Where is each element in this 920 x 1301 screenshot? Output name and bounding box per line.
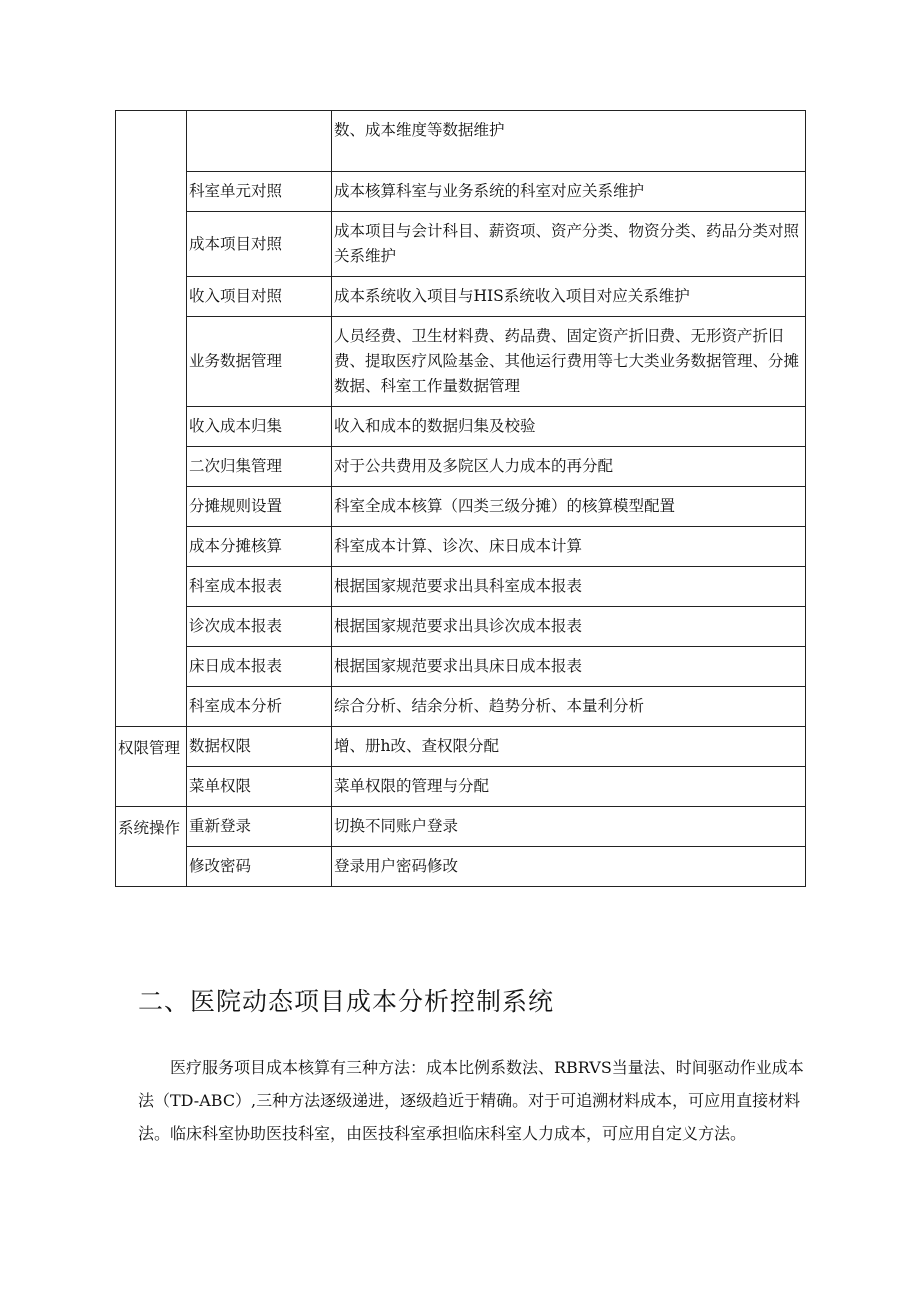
- table-row: [116, 527, 806, 567]
- desc-cell: 根据国家规范要求出具科室成本报表: [332, 567, 806, 607]
- table-row: [116, 607, 806, 647]
- table-row: [116, 727, 806, 767]
- desc-cell: 切换不同账户登录: [332, 807, 806, 847]
- section-paragraph: 医疗服务项目成本核算有三种方法：成本比例系数法、RBRVS当量法、时间驱动作业成本法（TD-ABC）,三种方法逐级递进，逐级趋近于精确。对于可追溯材料成本，可应用直接材料法。临床科室协助医技科室，由医技科室承担临床科室人力成本，可应用自定义方法。: [138, 1058, 804, 1143]
- desc-cell: 对于公共费用及多院区人力成本的再分配: [332, 447, 806, 487]
- group-cell-system: 系统操作: [116, 807, 187, 887]
- table-row: [116, 212, 806, 277]
- table-row: [116, 687, 806, 727]
- function-table: [115, 110, 806, 887]
- item-cell: 修改密码: [187, 847, 332, 887]
- item-cell: 床日成本报表: [187, 647, 332, 687]
- item-cell: 分摊规则设置: [187, 487, 332, 527]
- table-row: [116, 172, 806, 212]
- section-heading: 二、医院动态项目成本分析控制系统: [138, 987, 555, 1016]
- desc-cell: 成本系统收入项目与HIS系统收入项目对应关系维护: [332, 277, 806, 317]
- item-cell: 重新登录: [187, 807, 332, 847]
- desc-cell: 增、册h改、查权限分配: [332, 727, 806, 767]
- desc-cell: 数、成本维度等数据维护: [332, 111, 806, 172]
- desc-cell: 人员经费、卫生材料费、药品费、固定资产折旧费、无形资产折旧费、提取医疗风险基金、其他运行费用等七大类业务数据管理、分摊数据、科室工作量数据管理: [332, 317, 806, 407]
- table-row: [116, 807, 806, 847]
- item-cell: 科室成本报表: [187, 567, 332, 607]
- group-cell-empty: [116, 111, 187, 727]
- table-row: [116, 847, 806, 887]
- table-row: [116, 567, 806, 607]
- item-cell: 菜单权限: [187, 767, 332, 807]
- item-cell: 成本项目对照: [187, 212, 332, 277]
- desc-cell: 菜单权限的管理与分配: [332, 767, 806, 807]
- item-cell: 成本分摊核算: [187, 527, 332, 567]
- table-row: [116, 317, 806, 407]
- desc-cell: 登录用户密码修改: [332, 847, 806, 887]
- item-cell: 收入项目对照: [187, 277, 332, 317]
- item-cell: 二次归集管理: [187, 447, 332, 487]
- table-row: [116, 277, 806, 317]
- item-cell: 业务数据管理: [187, 317, 332, 407]
- table-row: [116, 111, 806, 172]
- item-cell: 收入成本归集: [187, 407, 332, 447]
- desc-cell: 综合分析、结余分析、趋势分析、本量利分析: [332, 687, 806, 727]
- desc-cell: 科室成本计算、诊次、床日成本计算: [332, 527, 806, 567]
- item-cell: 诊次成本报表: [187, 607, 332, 647]
- desc-cell: 根据国家规范要求出具床日成本报表: [332, 647, 806, 687]
- desc-cell: 收入和成本的数据归集及校验: [332, 407, 806, 447]
- desc-cell: 成本核算科室与业务系统的科室对应关系维护: [332, 172, 806, 212]
- desc-cell: 成本项目与会计科目、薪资项、资产分类、物资分类、药品分类对照关系维护: [332, 212, 806, 277]
- item-cell: [187, 111, 332, 172]
- table-row: [116, 767, 806, 807]
- desc-cell: 科室全成本核算（四类三级分摊）的核算模型配置: [332, 487, 806, 527]
- table-row: [116, 407, 806, 447]
- table-row: [116, 447, 806, 487]
- item-cell: 科室成本分析: [187, 687, 332, 727]
- group-cell-permission: 权限管理: [116, 727, 187, 807]
- desc-cell: 根据国家规范要求出具诊次成本报表: [332, 607, 806, 647]
- item-cell: 数据权限: [187, 727, 332, 767]
- table-row: [116, 487, 806, 527]
- item-cell: 科室单元对照: [187, 172, 332, 212]
- table-row: [116, 647, 806, 687]
